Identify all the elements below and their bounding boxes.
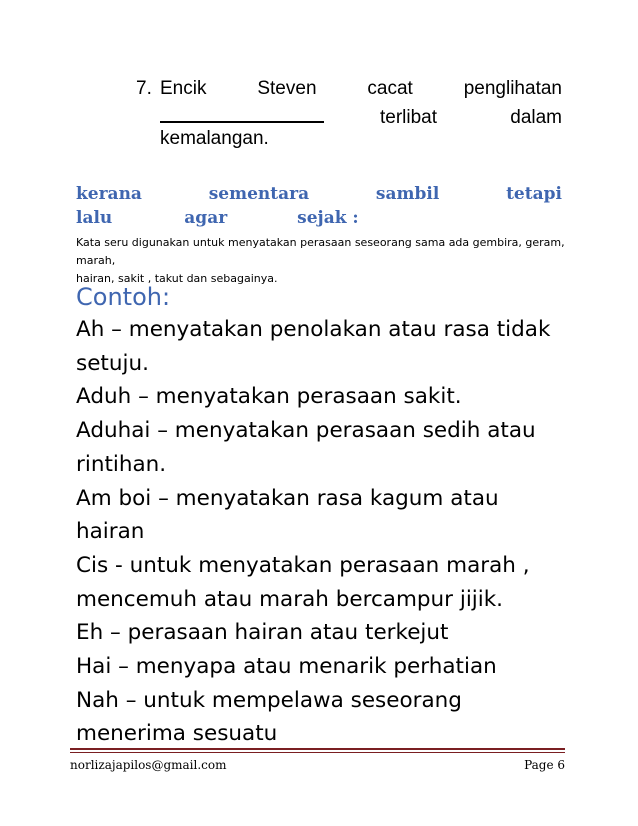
example-line: hairan	[76, 519, 145, 545]
definition-line: hairan, sakit , takut dan sebagainya.	[76, 272, 278, 285]
example-line: Nah – untuk mempelawa seseorang	[76, 687, 462, 713]
word-bank-item: sementara	[208, 184, 310, 204]
example-line: Cis - untuk menyatakan perasaan marah ,	[76, 552, 530, 578]
examples-heading: Contoh:	[76, 283, 171, 311]
question-word: Steven	[257, 78, 317, 99]
example-line: Hai – menyapa atau menarik perhatian	[76, 654, 497, 680]
word-bank-item: lalu	[76, 208, 113, 228]
example-line: setuju.	[76, 350, 149, 376]
answer-blank[interactable]	[160, 101, 324, 123]
word-bank-row-2	[76, 208, 562, 228]
example-line: Aduh – menyatakan perasaan sakit.	[76, 384, 462, 410]
question-line-3: kemalangan.	[160, 128, 269, 149]
example-line: Aduhai – menyatakan perasaan sedih atau	[76, 418, 536, 444]
question-line-2	[160, 101, 562, 126]
question-word: penglihatan	[463, 78, 562, 99]
definition-line: Kata seru digunakan untuk menyatakan perasaan seseorang sama ada gembira, geram, marah,	[76, 236, 565, 267]
example-line: menerima sesuatu	[76, 721, 278, 747]
question-number: 7.	[136, 78, 152, 99]
question-word: terlibat	[380, 107, 438, 128]
word-bank-item: sambil	[375, 184, 440, 204]
footer-email: norlizajapilos@gmail.com	[70, 758, 227, 772]
word-bank-item: tetapi	[506, 184, 562, 204]
page-footer	[70, 758, 565, 772]
question-line-1	[160, 76, 562, 101]
example-line: mencemuh atau marah bercampur jijik.	[76, 586, 504, 612]
page-number: Page 6	[524, 758, 565, 772]
example-line: Am boi – menyatakan rasa kagum atau	[76, 485, 499, 511]
question-word: Encik	[160, 78, 207, 99]
footer-divider	[70, 748, 565, 750]
word-bank-row-1	[76, 184, 562, 204]
question-word: cacat	[367, 78, 413, 99]
word-bank-item: kerana	[76, 184, 142, 204]
example-line: Ah – menyatakan penolakan atau rasa tidak	[76, 317, 551, 342]
question-word: dalam	[510, 107, 562, 128]
word-bank-item: sejak :	[297, 208, 359, 228]
word-bank-item: agar	[184, 208, 228, 228]
example-line: rintihan.	[76, 451, 167, 477]
examples-list	[76, 313, 576, 751]
footer-divider	[70, 752, 565, 753]
example-line: Eh – perasaan hairan atau terkejut	[76, 620, 449, 646]
question-body	[160, 76, 562, 151]
